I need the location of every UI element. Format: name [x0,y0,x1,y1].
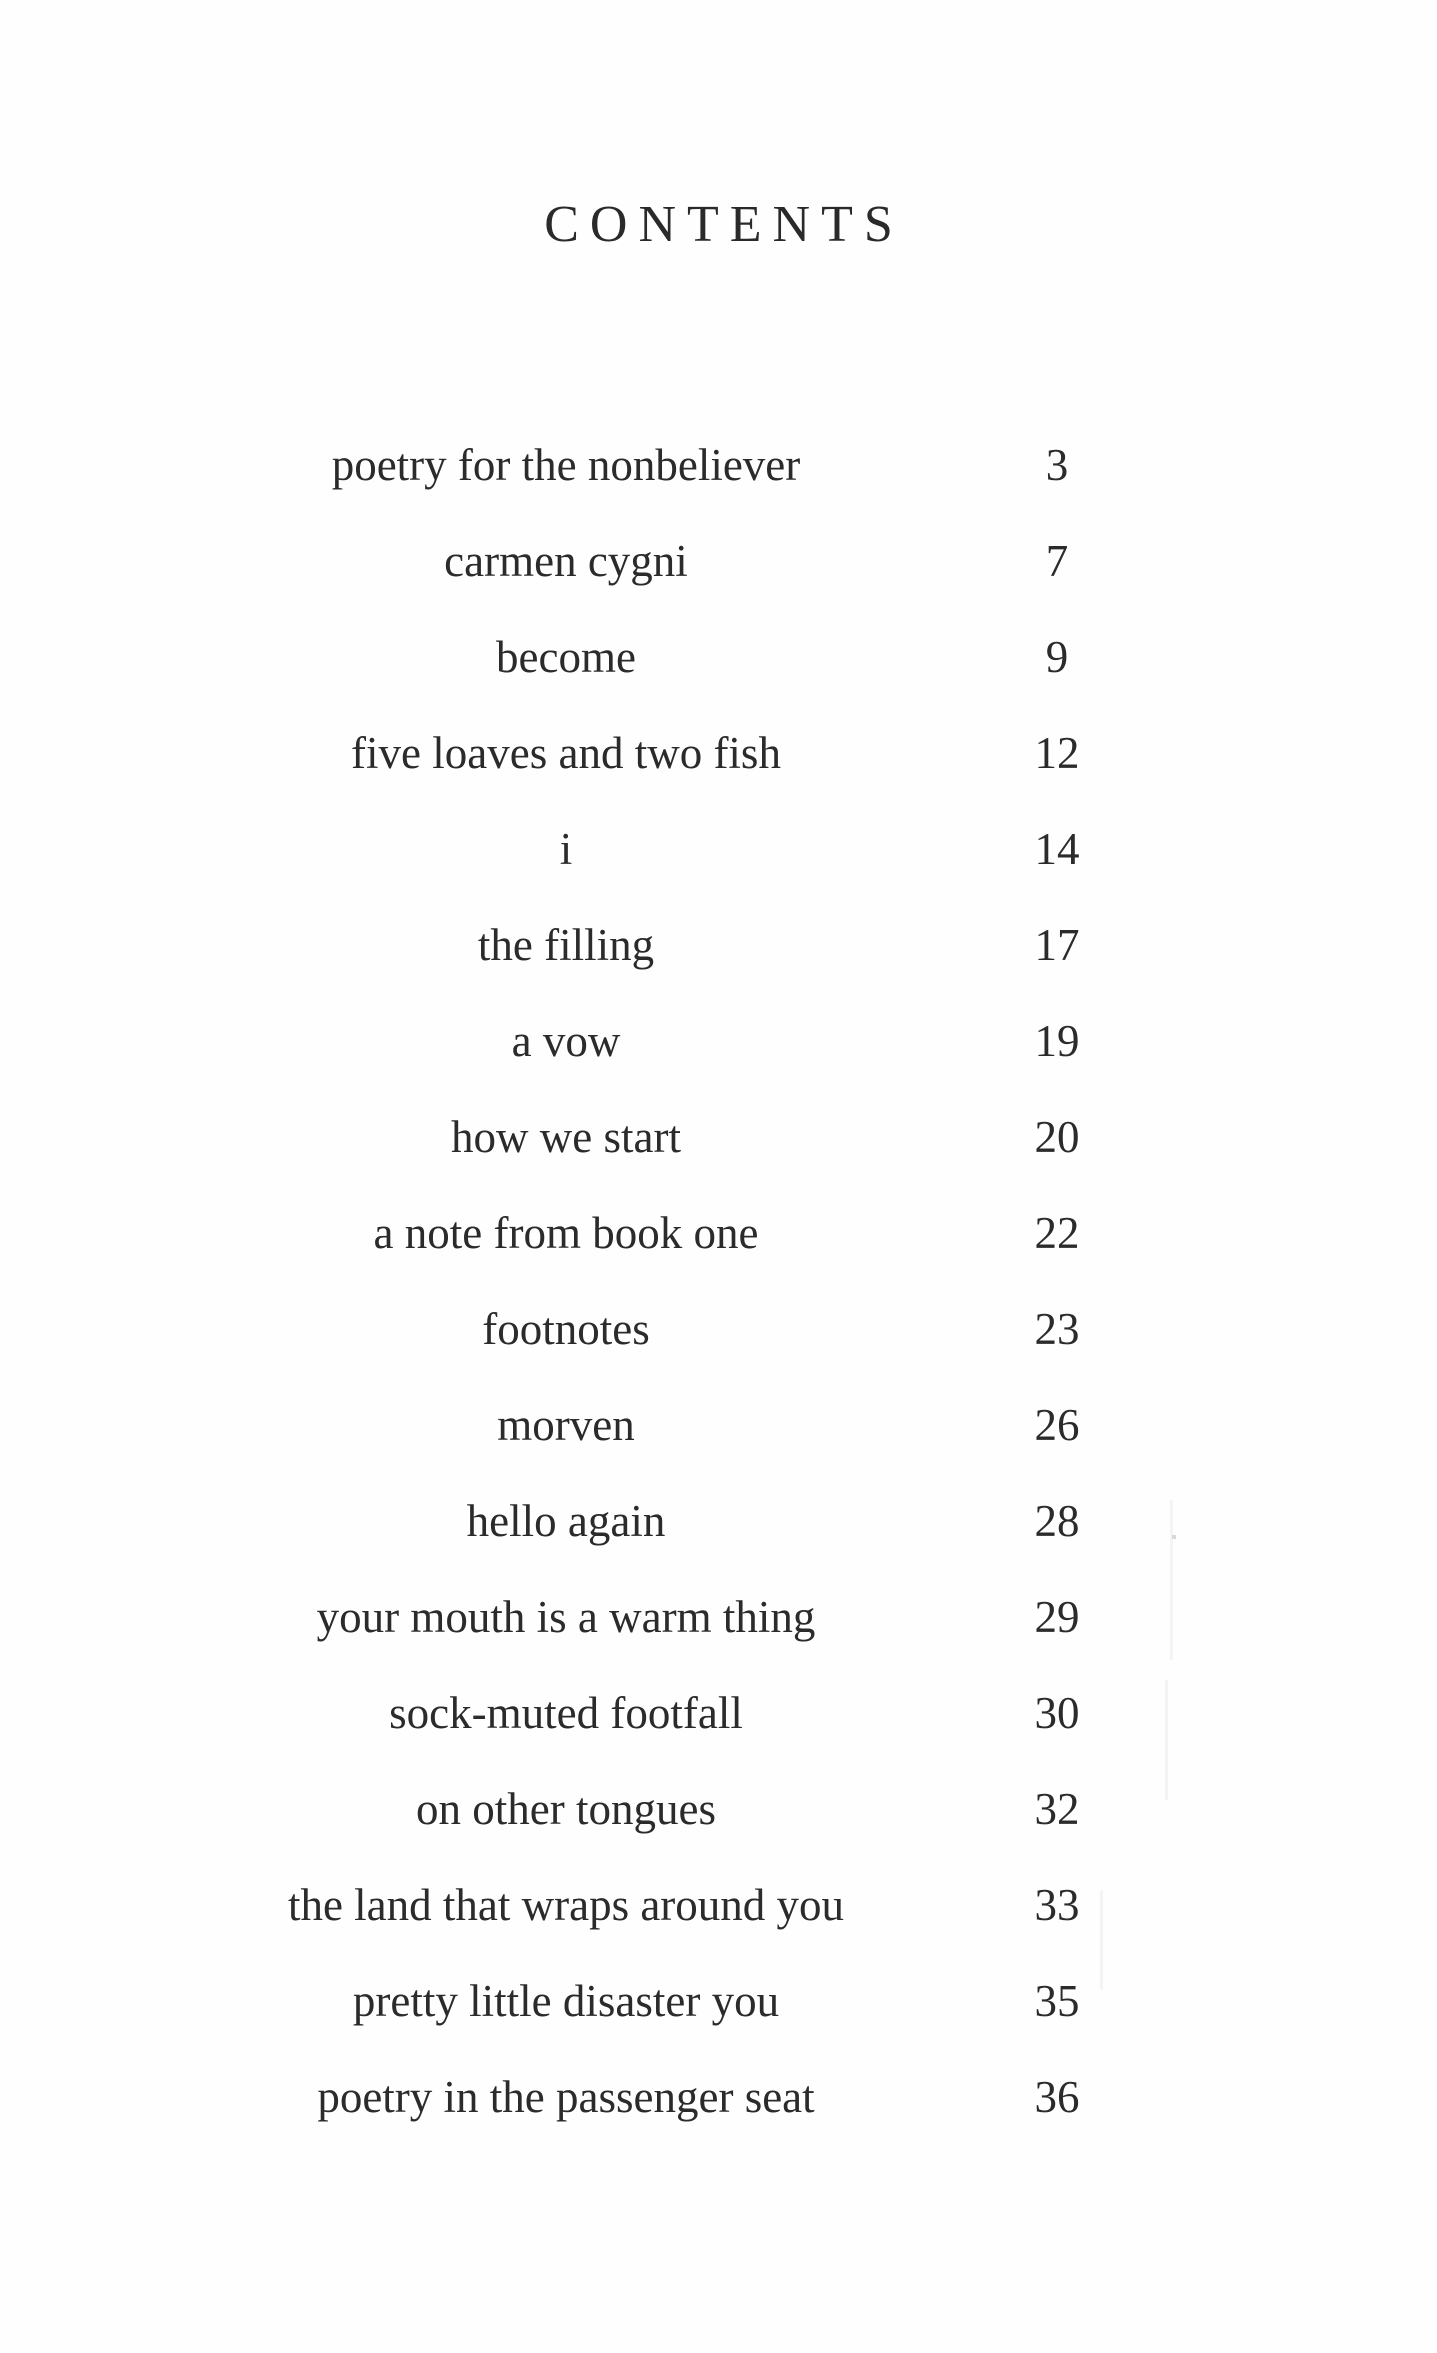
toc-entry[interactable] [0,1089,1437,1185]
toc-entry-page-number: 20 [1034,1112,1080,1162]
toc-entry[interactable] [0,801,1437,897]
toc-entry-title: a vow [511,1016,621,1066]
contents-heading: CONTENTS [544,196,904,253]
scan-artifact [1100,1890,1103,1990]
toc-entry[interactable] [0,1377,1437,1473]
toc-entry-title: the land that wraps around you [287,1880,845,1930]
toc-entry-title: poetry for the nonbeliever [331,440,801,490]
toc-entry[interactable] [0,1665,1437,1761]
toc-entry[interactable] [0,1473,1437,1569]
toc-entry[interactable] [0,513,1437,609]
toc-entry-page-number: 23 [1034,1304,1080,1354]
toc-entry[interactable] [0,2049,1437,2145]
toc-entry-page-number: 3 [1045,440,1069,490]
toc-entry-page-number: 19 [1034,1016,1080,1066]
toc-entry-title: pretty little disaster you [352,1976,780,2026]
toc-entry-title: footnotes [482,1304,650,1354]
toc-entry[interactable] [0,1857,1437,1953]
toc-entry-title: the filling [477,920,655,970]
toc-entry[interactable] [0,897,1437,993]
toc-entry-title: sock-muted footfall [389,1688,743,1738]
toc-entry-title: poetry in the passenger seat [317,2072,815,2122]
toc-entry[interactable] [0,1953,1437,2049]
toc-entry-page-number: 7 [1045,536,1069,586]
toc-entry[interactable] [0,1569,1437,1665]
toc-entry-page-number: 32 [1034,1784,1080,1834]
toc-entry-page-number: 9 [1045,632,1069,682]
toc-entry-title: morven [497,1400,635,1450]
toc-entry-title: a note from book one [373,1208,759,1258]
toc-entry-page-number: 17 [1034,920,1080,970]
toc-entry[interactable] [0,705,1437,801]
toc-entry-title: hello again [466,1496,666,1546]
scan-artifact [1170,1500,1173,1660]
toc-entry-title: five loaves and two fish [351,728,781,778]
toc-entry-page-number: 33 [1034,1880,1080,1930]
toc-entry-page-number: 29 [1034,1592,1080,1642]
toc-entry-page-number: 35 [1034,1976,1080,2026]
toc-entry-page-number: 22 [1034,1208,1080,1258]
table-of-contents [0,417,1437,2145]
toc-entry-title: on other tongues [416,1784,716,1834]
toc-entry[interactable] [0,1281,1437,1377]
toc-entry[interactable] [0,993,1437,1089]
toc-entry[interactable] [0,1761,1437,1857]
toc-entry-page-number: 36 [1034,2072,1080,2122]
toc-entry-page-number: 30 [1034,1688,1080,1738]
toc-entry-title: become [496,632,636,682]
scan-artifact [1172,1535,1176,1539]
toc-entry-title: how we start [451,1112,681,1162]
toc-entry-title: your mouth is a warm thing [316,1592,816,1642]
toc-entry[interactable] [0,1185,1437,1281]
toc-entry-title: i [559,824,573,874]
scan-artifact [1165,1680,1168,1800]
toc-entry-page-number: 14 [1034,824,1080,874]
toc-entry[interactable] [0,609,1437,705]
toc-entry-title: carmen cygni [444,536,688,586]
toc-entry-page-number: 26 [1034,1400,1080,1450]
toc-entry-page-number: 12 [1034,728,1080,778]
toc-entry[interactable] [0,417,1437,513]
toc-entry-page-number: 28 [1034,1496,1080,1546]
